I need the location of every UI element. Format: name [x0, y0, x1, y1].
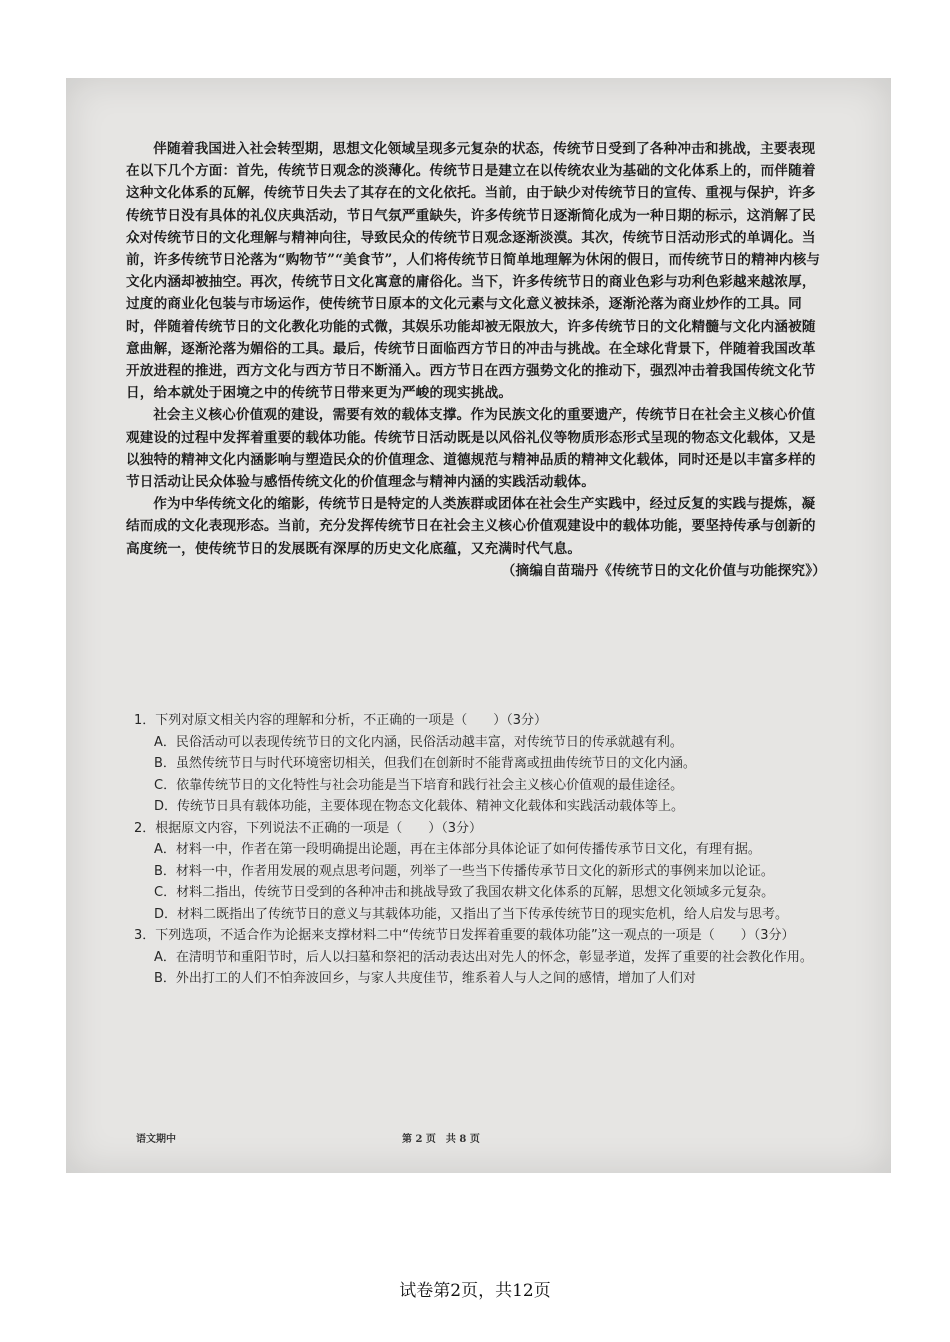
passage-paragraph: 社会主义核心价值观的建设，需要有效的载体支撑。作为民族文化的重要遗产，传统节日在社会主义核心价值观建设的过程中发挥着重要的载体功能。传统节日活动既是以风俗礼仪等物质形态形式呈现的物态文化载体，又是以独特的精神文化内涵影响与塑造民众的价值理念、道德规范与精神品质的精神文化载体，同时还是以丰富多样的节日活动让民众体验与感悟传统文化的价值理念与精神内涵的实践活动载体。	[126, 407, 816, 491]
reading-passage	[126, 138, 826, 582]
question-option: A．材料一中，作者在第一段明确提出论题，再在主体部分具体论证了如何传播传承节日文化，有理有据。	[154, 842, 761, 857]
page-caption: 试卷第2页，共12页	[399, 1281, 551, 1301]
question-option: D．传统节日具有载体功能，主要体现在物态文化载体、精神文化载体和实践活动载体等上。	[154, 799, 685, 814]
passage-paragraph: 作为中华传统文化的缩影，传统节日是特定的人类族群或团体在社会生产实践中，经过反复的实践与提炼，凝结而成的文化表现形态。当前，充分发挥传统节日在社会主义核心价值观建设中的载体功能，要坚持传承与创新的高度统一，使传统节日的发展既有深厚的历史文化底蕴，又充满时代气息。	[126, 496, 816, 557]
question-list	[134, 710, 834, 990]
question-2	[134, 818, 834, 926]
question-option: B．虽然传统节日与时代环境密切相关，但我们在创新时不能背离或扭曲传统节日的文化内涵。	[154, 756, 696, 771]
passage-source: （摘编自苗瑞丹《传统节日的文化价值与功能探究》）	[501, 562, 826, 579]
question-stem: 3．下列选项，不适合作为论据来支撑材料二中“传统节日发挥着重要的载体功能”这一观点的一项是（ ）（3分）	[134, 928, 795, 943]
question-stem: 2．根据原文内容，下列说法不正确的一项是（ ）（3分）	[134, 820, 483, 836]
question-option: A．民俗活动可以表现传统节日的文化内涵，民俗活动越丰富，对传统节日的传承就越有利。	[154, 734, 683, 750]
question-option: C．材料二指出，传统节日受到的各种冲击和挑战导致了我国农耕文化体系的瓦解，思想文化领域多元复杂。	[154, 885, 775, 900]
footer-subject: 语文期中	[136, 1134, 176, 1145]
question-option: B．外出打工的人们不怕奔波回乡，与家人共度佳节，维系着人与人之间的感情，增加了人们对	[154, 971, 696, 986]
question-option: C．依靠传统节日的文化特性与社会功能是当下培育和践行社会主义核心价值观的最佳途径。	[154, 777, 684, 793]
passage-paragraph: 伴随着我国进入社会转型期，思想文化领域呈现多元复杂的状态，传统节日受到了各种冲击和挑战，主要表现在以下几个方面：首先，传统节日观念的淡薄化。传统节日是建立在以传统农业为基础的文化体系上的，而伴随着这种文化体系的瓦解，传统节日失去了其存在的文化依托。当前，由于缺少对传统节日的宣传、重视与保护，许多传统节日没有具体的礼仪庆典活动，节日气氛严重缺失，许多传统节日逐渐简化成为一种日期的标示，这消解了民众对传统节日的文化理解与精神向往，导致民众的传统节日观念逐渐淡漠。其次，传统节日活动形式的单调化。当前，许多传统节日沦落为“购物节”“美食节”，人们将传统节日简单地理解为休闲的假日，而传统节日的精神内核与文化内涵却被抽空。再次，传统节日文化寓意的庸俗化。当下，许多传统节日的商业色彩与功利色彩越来越浓厚，过度的商业化包装与市场运作，使传统节日原本的文化元素与文化意义被抹杀，逐渐沦落为商业炒作的工具。同时，伴随着传统节日的文化教化功能的式微，其娱乐功能却被无限放大，许多传统节日的文化精髓与文化内涵被随意曲解，逐渐沦落为媚俗的工具。最后，传统节日面临西方节日的冲击与挑战。在全球化背景下，伴随着我国改革开放进程的推进，西方文化与西方节日不断涌入。西方节日在西方强势文化的推动下，强烈冲击着我国传统文化节日，给本就处于困境之中的传统节日带来更为严峻的现实挑战。	[126, 141, 821, 402]
question-stem: 1．下列对原文相关内容的理解和分析，不正确的一项是（ ）（3分）	[134, 713, 548, 728]
footer-page-number: 第 2 页 共 8 页	[402, 1134, 480, 1145]
question-3	[134, 925, 834, 990]
question-option: B．材料一中，作者用发展的观点思考问题，列举了一些当下传播传承节日文化的新形式的事例来加以论证。	[154, 863, 774, 879]
exam-page-photo	[66, 78, 891, 1173]
question-option: A．在清明节和重阳节时，后人以扫墓和祭祀的活动表达出对先人的怀念，彰显孝道，发挥了重要的社会教化作用。	[154, 949, 813, 965]
question-option: D．材料二既指出了传统节日的意义与其载体功能，又指出了当下传承传统节日的现实危机，给人启发与思考。	[154, 906, 789, 922]
question-1	[134, 710, 834, 818]
